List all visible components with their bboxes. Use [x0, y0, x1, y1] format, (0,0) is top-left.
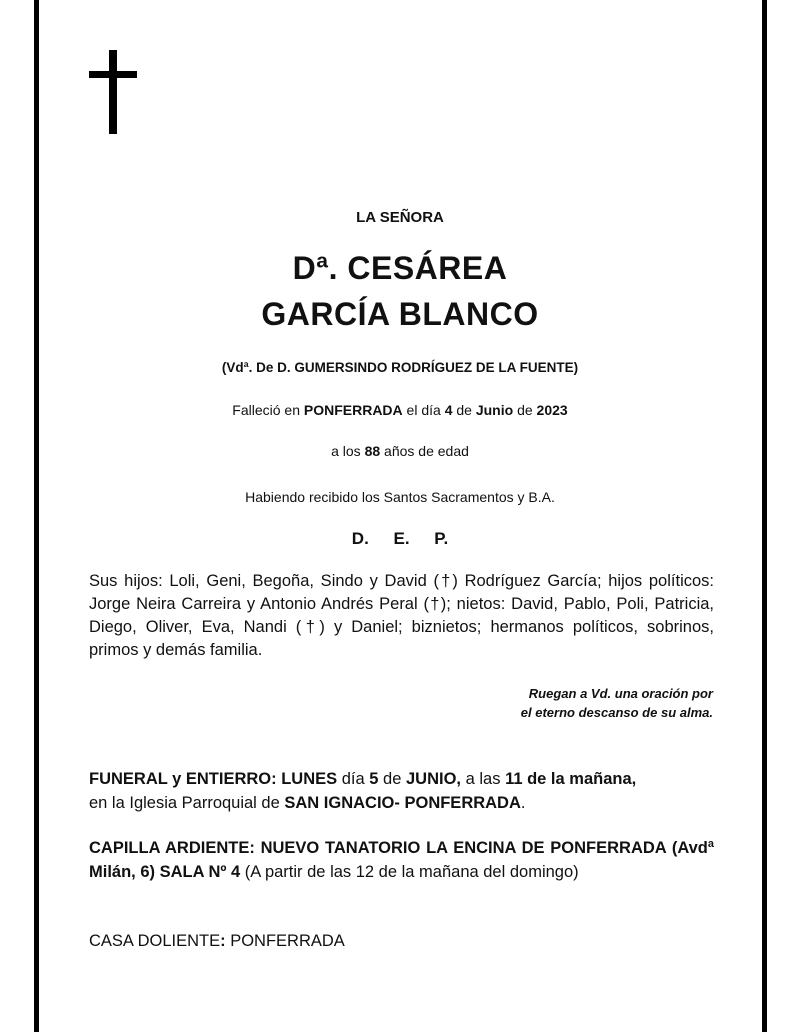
left-border-line	[34, 0, 39, 1032]
death-info: Falleció en PONFERRADA el día 4 de Junio de 2023	[232, 402, 568, 418]
age-info: a los 88 años de edad	[331, 443, 469, 459]
prayer-request: Ruegan a Vd. una oración por el eterno descanso de su alma.	[520, 686, 713, 720]
deceased-name-line1: Dª. CESÁREA	[292, 250, 508, 286]
family-paragraph: Sus hijos: Loli, Geni, Begoña, Sindo y David (†) Rodríguez García; hijos políticos: Jorge Neira Carreira y Antonio Andrés Peral (†); nietos: David, Pablo, Poli, Patricia, Diego, Oliver, Eva, Nandi (†) y Daniel; biznietos; hermanos políticos, sobrinos, primos y demás familia.	[89, 572, 714, 659]
sacraments-line: Habiendo recibido los Santos Sacramentos y B.A.	[245, 489, 555, 505]
dep-line: D. E. P.	[351, 529, 449, 548]
funeral-info: FUNERAL y ENTIERRO: LUNES día 5 de JUNIO, a las 11 de la mañana, en la Iglesia Parroquial de SAN IGNACIO- PONFERRADA.	[89, 770, 637, 812]
chapel-info: CAPILLA ARDIENTE: NUEVO TANATORIO LA ENCINA DE PONFERRADA (Avdª Milán, 6) SALA Nº 4 (A partir de las 12 de la mañana del domingo)	[89, 839, 714, 881]
mourning-house: CASA DOLIENTE: PONFERRADA	[89, 932, 345, 950]
widow-note: (Vdª. De D. GUMERSINDO RODRÍGUEZ DE LA FUENTE)	[221, 360, 579, 375]
cross-icon	[89, 50, 137, 134]
deceased-name-line2: GARCÍA BLANCO	[261, 296, 539, 332]
intro-title: LA SEÑORA	[356, 209, 444, 226]
right-border-line	[762, 0, 767, 1032]
